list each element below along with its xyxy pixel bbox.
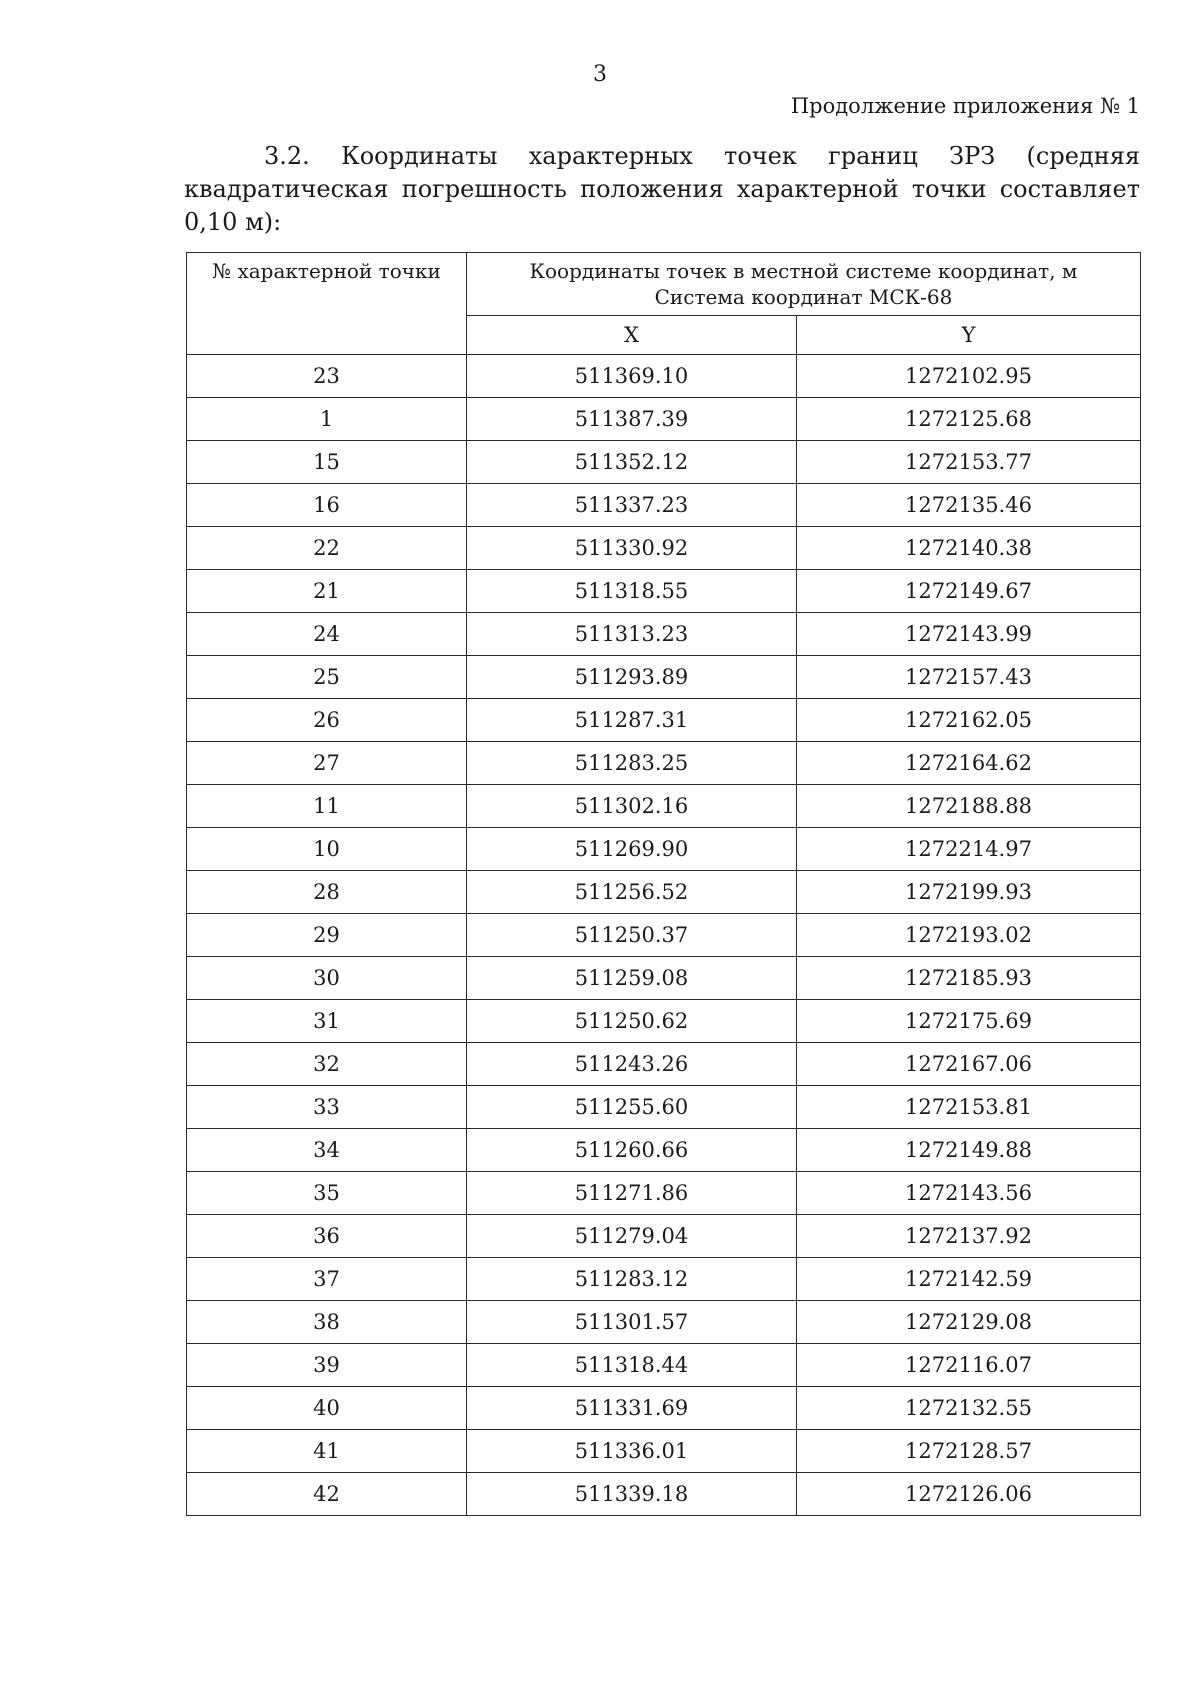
- point-number-cell: 1: [187, 398, 467, 441]
- section-number: 3.2.: [264, 142, 310, 170]
- point-number-cell: 10: [187, 828, 467, 871]
- table-row: [187, 1129, 1141, 1172]
- x-coordinate-cell: 511250.62: [467, 1000, 797, 1043]
- table-row: [187, 570, 1141, 613]
- y-coordinate-cell: 1272116.07: [797, 1344, 1141, 1387]
- table-row: [187, 613, 1141, 656]
- x-coordinate-cell: 511339.18: [467, 1473, 797, 1516]
- x-coordinate-cell: 511330.92: [467, 527, 797, 570]
- point-number-cell: 11: [187, 785, 467, 828]
- point-number-cell: 30: [187, 957, 467, 1000]
- page-number: 3: [593, 62, 607, 87]
- table-row: [187, 656, 1141, 699]
- point-number-cell: 39: [187, 1344, 467, 1387]
- y-coordinate-cell: 1272167.06: [797, 1043, 1141, 1086]
- point-number-cell: 28: [187, 871, 467, 914]
- y-coordinate-cell: 1272157.43: [797, 656, 1141, 699]
- point-number-cell: 24: [187, 613, 467, 656]
- x-coordinate-cell: 511318.44: [467, 1344, 797, 1387]
- y-coordinate-cell: 1272193.02: [797, 914, 1141, 957]
- point-number-cell: 32: [187, 1043, 467, 1086]
- x-coordinate-cell: 511293.89: [467, 656, 797, 699]
- point-number-cell: 37: [187, 1258, 467, 1301]
- x-coordinate-cell: 511260.66: [467, 1129, 797, 1172]
- point-number-cell: 38: [187, 1301, 467, 1344]
- table-row: [187, 1086, 1141, 1129]
- table-row: [187, 484, 1141, 527]
- header-coordinates: [467, 253, 1141, 316]
- header-coordinates-line1: Координаты точек в местной системе координат, м: [529, 259, 1078, 283]
- header-x: X: [467, 316, 797, 355]
- y-coordinate-cell: 1272188.88: [797, 785, 1141, 828]
- table-row: [187, 742, 1141, 785]
- table-body: [187, 355, 1141, 1516]
- y-coordinate-cell: 1272185.93: [797, 957, 1141, 1000]
- point-number-cell: 31: [187, 1000, 467, 1043]
- table-row: [187, 828, 1141, 871]
- intro-text: Координаты характерных точек границ ЗРЗ (средняя квадратическая погрешность положения характерной точки составляет 0,10 м):: [184, 142, 1140, 236]
- point-number-cell: 21: [187, 570, 467, 613]
- table-row: [187, 1258, 1141, 1301]
- point-number-cell: 26: [187, 699, 467, 742]
- table-row: [187, 1043, 1141, 1086]
- y-coordinate-cell: 1272135.46: [797, 484, 1141, 527]
- point-number-cell: 36: [187, 1215, 467, 1258]
- x-coordinate-cell: 511243.26: [467, 1043, 797, 1086]
- x-coordinate-cell: 511279.04: [467, 1215, 797, 1258]
- point-number-cell: 41: [187, 1430, 467, 1473]
- table-row: [187, 527, 1141, 570]
- point-number-cell: 29: [187, 914, 467, 957]
- y-coordinate-cell: 1272143.99: [797, 613, 1141, 656]
- table-row: [187, 1215, 1141, 1258]
- point-number-cell: 35: [187, 1172, 467, 1215]
- table-row: [187, 914, 1141, 957]
- y-coordinate-cell: 1272126.06: [797, 1473, 1141, 1516]
- coordinates-table: [186, 252, 1141, 1516]
- table-row: [187, 1000, 1141, 1043]
- x-coordinate-cell: 511301.57: [467, 1301, 797, 1344]
- y-coordinate-cell: 1272143.56: [797, 1172, 1141, 1215]
- x-coordinate-cell: 511313.23: [467, 613, 797, 656]
- x-coordinate-cell: 511336.01: [467, 1430, 797, 1473]
- header-point-number: № характерной точки: [187, 253, 467, 355]
- x-coordinate-cell: 511250.37: [467, 914, 797, 957]
- point-number-cell: 34: [187, 1129, 467, 1172]
- x-coordinate-cell: 511318.55: [467, 570, 797, 613]
- table-row: [187, 1430, 1141, 1473]
- y-coordinate-cell: 1272142.59: [797, 1258, 1141, 1301]
- point-number-cell: 33: [187, 1086, 467, 1129]
- y-coordinate-cell: 1272102.95: [797, 355, 1141, 398]
- x-coordinate-cell: 511255.60: [467, 1086, 797, 1129]
- point-number-cell: 25: [187, 656, 467, 699]
- y-coordinate-cell: 1272129.08: [797, 1301, 1141, 1344]
- x-coordinate-cell: 511287.31: [467, 699, 797, 742]
- table-row: [187, 1301, 1141, 1344]
- x-coordinate-cell: 511269.90: [467, 828, 797, 871]
- y-coordinate-cell: 1272125.68: [797, 398, 1141, 441]
- point-number-cell: 40: [187, 1387, 467, 1430]
- point-number-cell: 16: [187, 484, 467, 527]
- point-number-cell: 27: [187, 742, 467, 785]
- table-row: [187, 699, 1141, 742]
- x-coordinate-cell: 511259.08: [467, 957, 797, 1000]
- y-coordinate-cell: 1272149.88: [797, 1129, 1141, 1172]
- y-coordinate-cell: 1272199.93: [797, 871, 1141, 914]
- x-coordinate-cell: 511283.25: [467, 742, 797, 785]
- y-coordinate-cell: 1272214.97: [797, 828, 1141, 871]
- point-number-cell: 15: [187, 441, 467, 484]
- y-coordinate-cell: 1272175.69: [797, 1000, 1141, 1043]
- table-row: [187, 398, 1141, 441]
- y-coordinate-cell: 1272132.55: [797, 1387, 1141, 1430]
- table-row: [187, 785, 1141, 828]
- intro-paragraph: [184, 140, 1140, 239]
- x-coordinate-cell: 511337.23: [467, 484, 797, 527]
- x-coordinate-cell: 511331.69: [467, 1387, 797, 1430]
- x-coordinate-cell: 511283.12: [467, 1258, 797, 1301]
- table-row: [187, 1344, 1141, 1387]
- y-coordinate-cell: 1272153.77: [797, 441, 1141, 484]
- table-row: [187, 1172, 1141, 1215]
- y-coordinate-cell: 1272137.92: [797, 1215, 1141, 1258]
- x-coordinate-cell: 511302.16: [467, 785, 797, 828]
- y-coordinate-cell: 1272153.81: [797, 1086, 1141, 1129]
- x-coordinate-cell: 511387.39: [467, 398, 797, 441]
- table-row: [187, 355, 1141, 398]
- y-coordinate-cell: 1272164.62: [797, 742, 1141, 785]
- x-coordinate-cell: 511256.52: [467, 871, 797, 914]
- table-row: [187, 1473, 1141, 1516]
- point-number-cell: 23: [187, 355, 467, 398]
- y-coordinate-cell: 1272128.57: [797, 1430, 1141, 1473]
- x-coordinate-cell: 511369.10: [467, 355, 797, 398]
- table-row: [187, 871, 1141, 914]
- header-y: Y: [797, 316, 1141, 355]
- table-row: [187, 1387, 1141, 1430]
- y-coordinate-cell: 1272149.67: [797, 570, 1141, 613]
- y-coordinate-cell: 1272162.05: [797, 699, 1141, 742]
- x-coordinate-cell: 511271.86: [467, 1172, 797, 1215]
- header-coordinate-system: Система координат МСК-68: [654, 285, 953, 309]
- appendix-continuation-label: Продолжение приложения № 1: [790, 94, 1140, 118]
- point-number-cell: 22: [187, 527, 467, 570]
- x-coordinate-cell: 511352.12: [467, 441, 797, 484]
- y-coordinate-cell: 1272140.38: [797, 527, 1141, 570]
- table-row: [187, 957, 1141, 1000]
- table-row: [187, 441, 1141, 484]
- point-number-cell: 42: [187, 1473, 467, 1516]
